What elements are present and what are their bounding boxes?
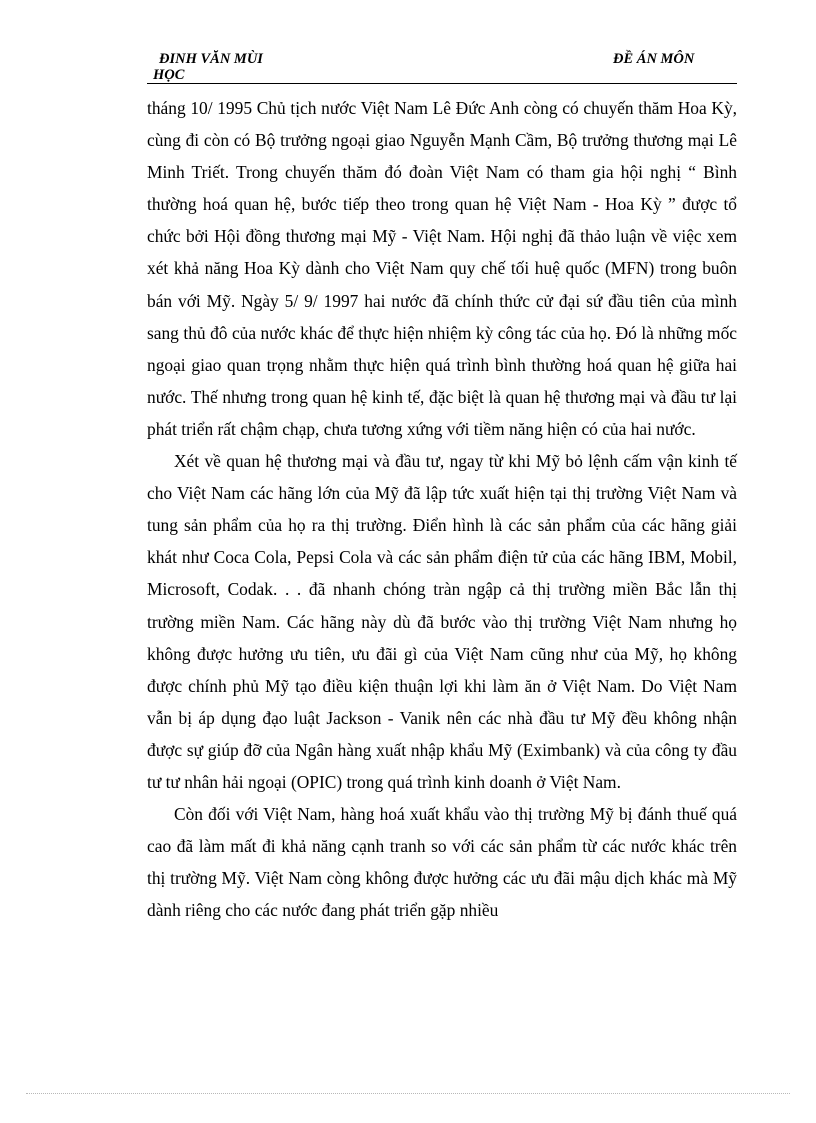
header-author-line2: HỌC [153, 67, 185, 83]
header-author [153, 51, 309, 83]
page-bottom-divider [26, 1093, 790, 1094]
paragraph-1: tháng 10/ 1995 Chủ tịch nước Việt Nam Lê Đức Anh còng có chuyến thăm Hoa Kỳ, cùng đi còn có Bộ trưởng ngoại giao Nguyễn Mạnh Cầm, Bộ trưởng thương mại Lê Minh Triết. Trong chuyến thăm đó đoàn Việt Nam có tham gia hội nghị “ Bình thường hoá quan hệ, bước tiếp theo trong quan hệ Việt Nam - Hoa Kỳ ” được tổ chức bởi Hội đồng thương mại Mỹ - Việt Nam. Hội nghị đã thảo luận về việc xem xét khả năng Hoa Kỳ dành cho Việt Nam quy chế tối huệ quốc (MFN) trong buôn bán với Mỹ. Ngày 5/ 9/ 1997 hai nước đã chính thức cử đại sứ đầu tiên của mình sang thủ đô của nước khác để thực hiện nhiệm kỳ công tác của họ. Đó là những mốc ngoại giao quan trọng nhằm thực hiện quá trình bình thường hoá quan hệ giữa hai nước. Thế nhưng trong quan hệ kinh tế, đặc biệt là quan hệ thương mại và đầu tư lại phát triển rất chậm chạp, chưa tương xứng với tiềm năng hiện có của hai nước. [147, 98, 737, 439]
header-author-line1: ĐINH VĂN MÙI [159, 51, 263, 67]
page-header [147, 47, 737, 84]
paragraph-3: Còn đối với Việt Nam, hàng hoá xuất khẩu vào thị trường Mỹ bị đánh thuế quá cao đã làm mất đi khả năng cạnh tranh so với các sản phẩm từ các nước khác trên thị trường Mỹ. Việt Nam còng không được hưởng các ưu đãi mậu dịch khác mà Mỹ dành riêng cho các nước đang phát triển gặp nhiều [147, 804, 737, 921]
document-body [147, 92, 737, 926]
header-title: ĐỀ ÁN MÔN [613, 51, 695, 67]
paragraph-2: Xét về quan hệ thương mại và đầu tư, ngay từ khi Mỹ bỏ lệnh cấm vận kinh tế cho Việt Nam các hãng lớn của Mỹ đã lập tức xuất hiện tại thị trường Việt Nam và tung sản phẩm của họ ra thị trường. Điển hình là các sản phẩm của các hãng giải khát như Coca Cola, Pepsi Cola và các sản phẩm điện tử của các hãng IBM, Mobil, Microsoft, Codak. . . đã nhanh chóng tràn ngập cả thị trường miền Bắc lẫn thị trường miền Nam. Các hãng này dù đã bước vào thị trường Việt Nam nhưng họ không được hưởng ưu tiên, ưu đãi gì của Việt Nam cũng như của Mỹ, họ không được chính phủ Mỹ tạo điều kiện thuận lợi khi làm ăn ở Việt Nam. Do Việt Nam vẫn bị áp dụng đạo luật Jackson - Vanik nên các nhà đầu tư Mỹ đều không nhận được sự giúp đỡ của Ngân hàng xuất nhập khẩu Mỹ (Eximbank) và của công ty đầu tư tư nhân hải ngoại (OPIC) trong quá trình kinh doanh ở Việt Nam. [147, 451, 737, 792]
